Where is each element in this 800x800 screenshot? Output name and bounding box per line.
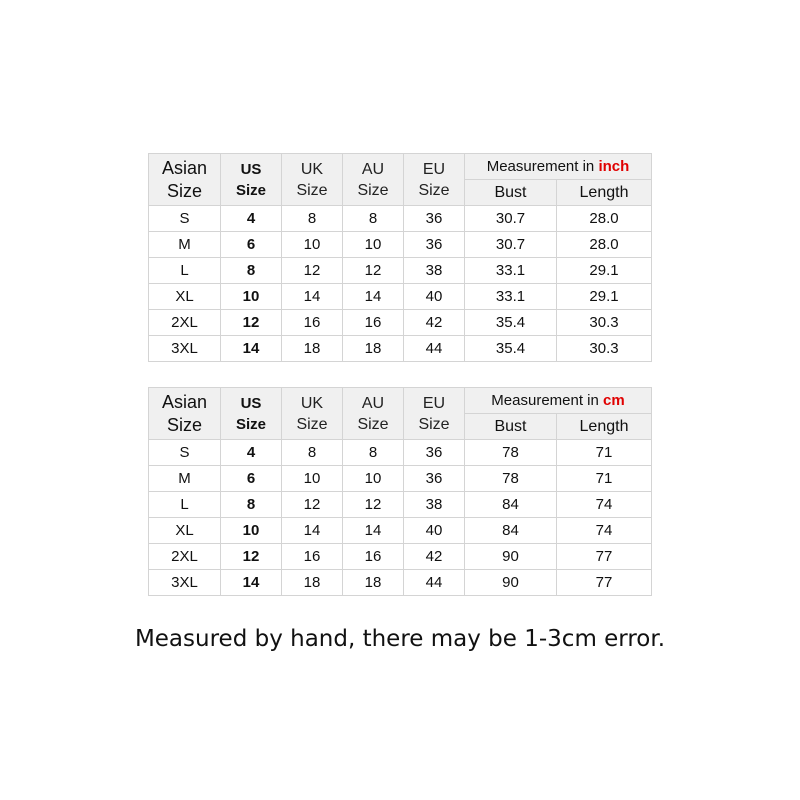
size-chart-inch (148, 153, 652, 362)
eu-size-cell: 36 (404, 206, 465, 232)
eu-size-cell: 40 (404, 518, 465, 544)
eu-size-cell: 38 (404, 492, 465, 518)
eu-size-cell: 36 (404, 440, 465, 466)
header-bust: Bust (465, 180, 557, 206)
us-size-cell: 12 (221, 310, 282, 336)
asian-size-cell: L (149, 492, 221, 518)
header-us-size: US Size (221, 388, 282, 440)
table-row (149, 310, 652, 336)
asian-size-cell: 3XL (149, 570, 221, 596)
header-us-size: US Size (221, 154, 282, 206)
bust-cell: 84 (465, 518, 557, 544)
length-cell: 71 (557, 440, 652, 466)
uk-size-cell: 18 (282, 570, 343, 596)
table-row (149, 258, 652, 284)
asian-size-cell: XL (149, 284, 221, 310)
uk-size-cell: 14 (282, 284, 343, 310)
uk-size-cell: 16 (282, 310, 343, 336)
eu-size-cell: 42 (404, 310, 465, 336)
length-cell: 29.1 (557, 284, 652, 310)
header-measurement (465, 388, 652, 414)
bust-cell: 33.1 (465, 258, 557, 284)
measurement-prefix: Measurement in (491, 392, 604, 409)
length-cell: 74 (557, 518, 652, 544)
au-size-cell: 12 (343, 258, 404, 284)
au-size-cell: 10 (343, 466, 404, 492)
length-cell: 28.0 (557, 206, 652, 232)
au-size-cell: 18 (343, 336, 404, 362)
header-uk-size: UK Size (282, 154, 343, 206)
bust-cell: 30.7 (465, 232, 557, 258)
table-row (149, 544, 652, 570)
uk-size-cell: 12 (282, 492, 343, 518)
asian-size-cell: L (149, 258, 221, 284)
au-size-cell: 14 (343, 284, 404, 310)
table-row (149, 206, 652, 232)
table-row (149, 232, 652, 258)
table-row (149, 284, 652, 310)
eu-size-cell: 38 (404, 258, 465, 284)
au-size-cell: 16 (343, 310, 404, 336)
bust-cell: 30.7 (465, 206, 557, 232)
header-eu-size: EU Size (404, 154, 465, 206)
table-row (149, 336, 652, 362)
length-cell: 29.1 (557, 258, 652, 284)
uk-size-cell: 12 (282, 258, 343, 284)
asian-size-cell: 3XL (149, 336, 221, 362)
uk-size-cell: 8 (282, 440, 343, 466)
bust-cell: 35.4 (465, 310, 557, 336)
measurement-prefix: Measurement in (486, 158, 599, 175)
header-eu-size: EU Size (404, 388, 465, 440)
us-size-cell: 10 (221, 284, 282, 310)
asian-size-cell: 2XL (149, 310, 221, 336)
au-size-cell: 10 (343, 232, 404, 258)
au-size-cell: 8 (343, 206, 404, 232)
us-size-cell: 14 (221, 336, 282, 362)
us-size-cell: 8 (221, 258, 282, 284)
us-size-cell: 4 (221, 440, 282, 466)
header-length: Length (557, 414, 652, 440)
uk-size-cell: 14 (282, 518, 343, 544)
length-cell: 30.3 (557, 336, 652, 362)
table-row (149, 466, 652, 492)
bust-cell: 33.1 (465, 284, 557, 310)
eu-size-cell: 44 (404, 570, 465, 596)
us-size-cell: 10 (221, 518, 282, 544)
au-size-cell: 18 (343, 570, 404, 596)
asian-size-cell: S (149, 206, 221, 232)
bust-cell: 35.4 (465, 336, 557, 362)
eu-size-cell: 42 (404, 544, 465, 570)
length-cell: 30.3 (557, 310, 652, 336)
bust-cell: 90 (465, 544, 557, 570)
header-measurement (465, 154, 652, 180)
header-bust: Bust (465, 414, 557, 440)
table-row (149, 440, 652, 466)
asian-size-cell: M (149, 466, 221, 492)
us-size-cell: 8 (221, 492, 282, 518)
uk-size-cell: 10 (282, 466, 343, 492)
measurement-unit: cm (603, 392, 625, 409)
header-asian-size: Asian Size (149, 154, 221, 206)
uk-size-cell: 16 (282, 544, 343, 570)
table-row (149, 518, 652, 544)
uk-size-cell: 10 (282, 232, 343, 258)
eu-size-cell: 36 (404, 232, 465, 258)
header-au-size: AU Size (343, 154, 404, 206)
eu-size-cell: 36 (404, 466, 465, 492)
asian-size-cell: S (149, 440, 221, 466)
eu-size-cell: 40 (404, 284, 465, 310)
length-cell: 77 (557, 570, 652, 596)
au-size-cell: 12 (343, 492, 404, 518)
bust-cell: 78 (465, 466, 557, 492)
asian-size-cell: M (149, 232, 221, 258)
bust-cell: 90 (465, 570, 557, 596)
asian-size-cell: 2XL (149, 544, 221, 570)
header-asian-size: Asian Size (149, 388, 221, 440)
length-cell: 71 (557, 466, 652, 492)
au-size-cell: 14 (343, 518, 404, 544)
uk-size-cell: 8 (282, 206, 343, 232)
header-uk-size: UK Size (282, 388, 343, 440)
bust-cell: 84 (465, 492, 557, 518)
au-size-cell: 8 (343, 440, 404, 466)
us-size-cell: 6 (221, 232, 282, 258)
au-size-cell: 16 (343, 544, 404, 570)
size-chart-cm (148, 387, 652, 596)
bust-cell: 78 (465, 440, 557, 466)
table-row (149, 570, 652, 596)
measurement-unit: inch (598, 158, 630, 175)
header-au-size: AU Size (343, 388, 404, 440)
length-cell: 28.0 (557, 232, 652, 258)
us-size-cell: 6 (221, 466, 282, 492)
us-size-cell: 4 (221, 206, 282, 232)
length-cell: 74 (557, 492, 652, 518)
us-size-cell: 14 (221, 570, 282, 596)
eu-size-cell: 44 (404, 336, 465, 362)
us-size-cell: 12 (221, 544, 282, 570)
table-row (149, 492, 652, 518)
header-length: Length (557, 180, 652, 206)
measurement-note: Measured by hand, there may be 1-3cm error. (134, 626, 666, 652)
length-cell: 77 (557, 544, 652, 570)
asian-size-cell: XL (149, 518, 221, 544)
uk-size-cell: 18 (282, 336, 343, 362)
